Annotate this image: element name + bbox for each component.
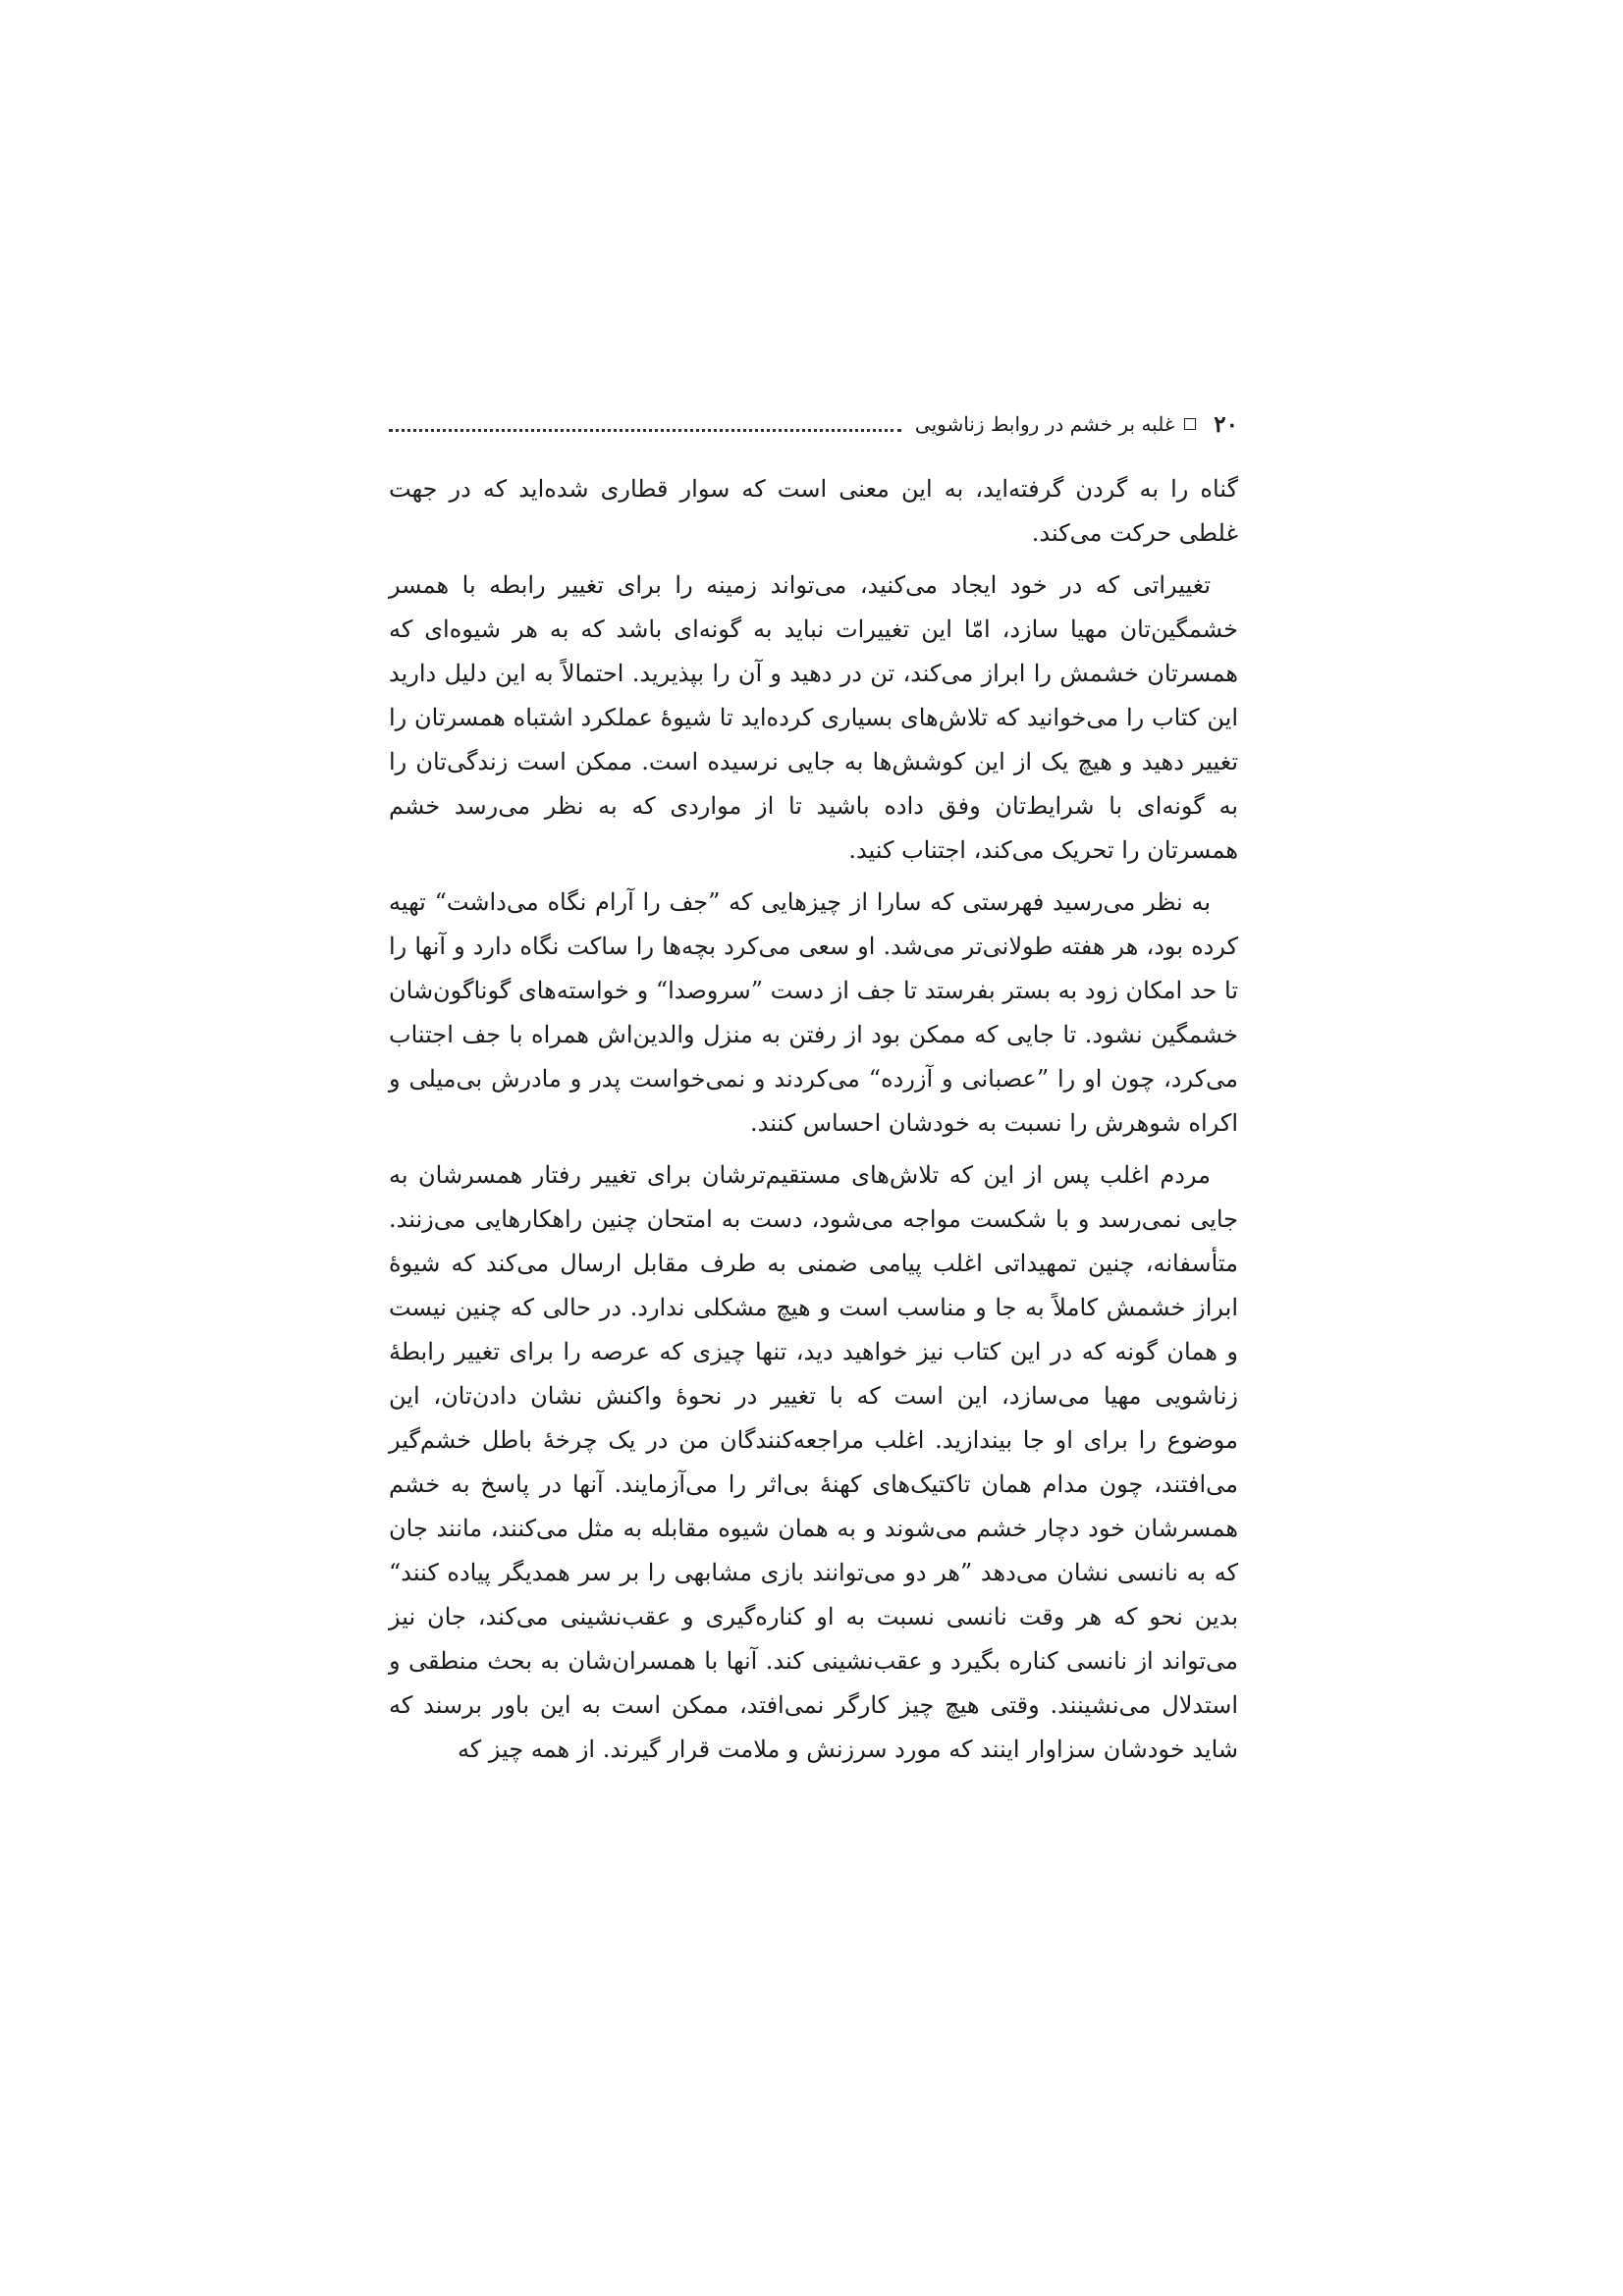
dotted-leader xyxy=(389,429,901,432)
paragraph-4: مردم اغلب پس از این که تلاش‌های مستقیم‌ترشان برای تغییر رفتار همسرشان به جایی نمی‌رسد و با شکست مواجه می‌شود، دست به امتحان چنین راهکارهایی می‌زنند. متأسفانه، چنین تمهیداتی اغلب پیامی ضمنی به طرف مقابل ارسال می‌کند که شیوهٔ ابراز خشمش کاملاً به جا و مناسب است و هیچ مشکلی ندارد. در حالی که چنین نیست و همان گونه که در این کتاب نیز خواهید دید، تنها چیزی که عرصه را برای تغییر رابطهٔ زناشویی مهیا می‌سازد، این است که با تغییر در نحوهٔ واکنش نشان دادن‌تان، این موضوع را برای او جا بیندازید. اغلب مراجعه‌کنندگان من در یک چرخهٔ باطل خشم‌گیر می‌افتند، چون مدام همان تاکتیک‌های کهنهٔ بی‌اثر را می‌آزمایند. آنها در پاسخ به خشم همسرشان خود دچار خشم می‌شوند و به همان شیوه مقابله به مثل می‌کنند، مانند جان که به نانسی نشان می‌دهد ”هر دو می‌توانند بازی مشابهی را بر سر همدیگر پیاده کنند“ بدین نحو که هر وقت نانسی نسبت به او کناره‌گیری و عقب‌نشینی می‌کند، جان نیز می‌تواند از نانسی کناره بگیرد و عقب‌نشینی کند. آنها با همسران‌شان به بحث منطقی و استدلال می‌نشینند. وقتی هیچ چیز کارگر نمی‌افتد، ممکن است به این باور برسند که شاید خودشان سزاوار اینند که مورد سرزنش و ملامت قرار گیرند. از همه چیز که xyxy=(389,1161,1238,1763)
paragraph-2: تغییراتی که در خود ایجاد می‌کنید، می‌تواند زمینه را برای تغییر رابطه با همسر خشمگین‌تان مهیا سازد، امّا این تغییرات نباید به گونه‌ای باشد که به هر شیوه‌ای که همسرتان خشمش را ابراز می‌کند، تن در دهید و آن را بپذیرید. احتمالاً به این دلیل دارید این کتاب را می‌خوانید که تلاش‌های بسیاری کرده‌اید تا شیوهٔ عملکرد اشتباه همسرتان را تغییر دهید و هیچ یک از این کوشش‌ها به جایی نرسیده است. ممکن است زندگی‌تان را به گونه‌ای با شرایط‌تان وفق داده باشید تا از مواردی که به نظر می‌رسد خشم همسرتان را تحریک می‌کند، اجتناب کنید. xyxy=(389,571,1238,864)
paragraph-3: به نظر می‌رسید فهرستی که سارا از چیزهایی که ”جف را آرام نگاه می‌داشت“ تهیه کرده بود، هر هفته طولانی‌تر می‌شد. او سعی می‌کرد بچه‌ها را ساکت نگاه دارد و آنها را تا حد امکان زود به بستر بفرستد تا جف از دست ”سروصدا“ و خواسته‌های گوناگون‌شان خشمگین نشود. تا جایی که ممکن بود از رفتن به منزل والدین‌اش همراه با جف اجتناب می‌کرد، چون او را ”عصبانی و آزرده“ می‌کردند و نمی‌خواست پدر و مادرش بی‌میلی و اکراه شوهرش را نسبت به خودشان احساس کنند. xyxy=(389,888,1239,1137)
running-header xyxy=(389,404,1238,444)
paragraph-1: گناه را به گردن گرفته‌اید، به این معنی است که سوار قطاری شده‌اید که در جهت غلطی حرکت می‌کند. xyxy=(389,475,1238,547)
square-separator-icon xyxy=(1184,418,1196,430)
page-number: ۲۰ xyxy=(1214,410,1238,438)
body-text xyxy=(389,467,1238,1780)
book-title: غلبه بر خشم در روابط زناشویی xyxy=(914,412,1175,436)
